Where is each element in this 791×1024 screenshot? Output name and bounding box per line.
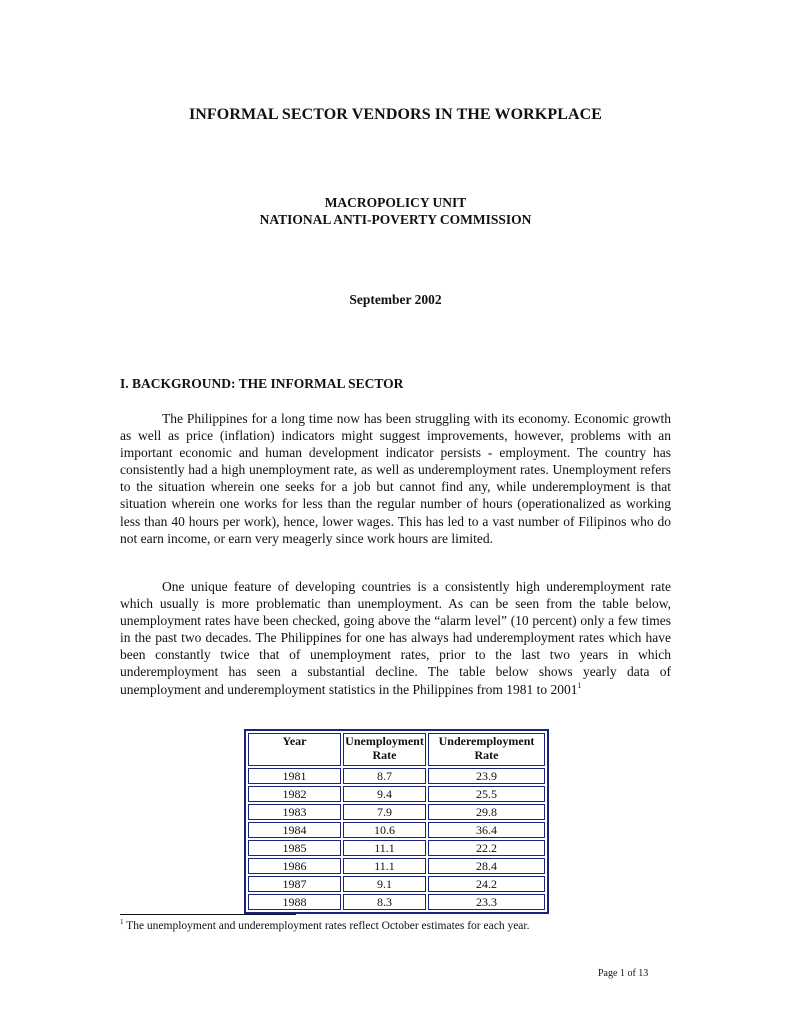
paragraph-2-text: One unique feature of developing countries is a consistently high underemployment rate which usually is more problematic than unemployment. As can be seen from the table below, unemployment rates have been checked, going above the “alarm level” (10 percent) only a few times in the past two decades. The Philippines for one has always had underemployment rates which have been constantly twice that of unemployment rates, prior to the last two years in which underemployment has seen a substantial decline. The table below shows yearly data of unemployment and underemployment statistics in the Philippines from 1981 to 2001 xyxy=(120,579,671,697)
footnote-reference[interactable]: 1 xyxy=(577,680,582,690)
table-row xyxy=(248,876,545,892)
cell-year: 1987 xyxy=(248,876,341,892)
header-unemployment-rate: Unemployment Rate xyxy=(343,733,426,766)
commission-name: NATIONAL ANTI-POVERTY COMMISSION xyxy=(259,212,532,227)
paragraph-1: The Philippines for a long time now has been struggling with its economy. Economic growth as well as price (inflation) indicators might suggest improvements, however, problems with an important economic and human development indicator persists - employment. The country has consistently had a high unemployment rate, as well as underemployment rates. Unemployment refers to the situation wherein one seeks for a job but cannot find any, while underemployment is that situation wherein one works for less than the regular number of hours (operationalized as working less than 40 hours per work), hence, lower wages. This has led to a vast number of Filipinos who do not earn income, or earn very meagerly since work hours are limited. xyxy=(120,411,671,546)
table-row xyxy=(248,768,545,784)
footnote-mark: 1 xyxy=(120,918,124,926)
cell-underemployment-rate: 22.2 xyxy=(428,840,545,856)
footnote-divider xyxy=(120,914,296,915)
paragraph-2 xyxy=(120,578,671,698)
section-heading: I. BACKGROUND: THE INFORMAL SECTOR xyxy=(120,376,404,391)
cell-unemployment-rate: 10.6 xyxy=(343,822,426,838)
cell-underemployment-rate: 36.4 xyxy=(428,822,545,838)
table-body xyxy=(248,768,545,910)
table-row xyxy=(248,786,545,802)
header-underemployment-rate: Underemployment Rate xyxy=(428,733,545,766)
table-header-row xyxy=(248,733,545,766)
table-row xyxy=(248,894,545,910)
cell-unemployment-rate: 9.1 xyxy=(343,876,426,892)
cell-unemployment-rate: 11.1 xyxy=(343,858,426,874)
page-number: Page 1 of 13 xyxy=(598,968,649,979)
cell-year: 1988 xyxy=(248,894,341,910)
cell-underemployment-rate: 24.2 xyxy=(428,876,545,892)
cell-year: 1985 xyxy=(248,840,341,856)
table-row xyxy=(248,840,545,856)
document-title: INFORMAL SECTOR VENDORS IN THE WORKPLACE xyxy=(188,106,603,123)
cell-year: 1983 xyxy=(248,804,341,820)
unit-name: MACROPOLICY UNIT xyxy=(324,195,467,210)
organization-block xyxy=(0,194,791,228)
table-row xyxy=(248,822,545,838)
cell-year: 1984 xyxy=(248,822,341,838)
header-year: Year xyxy=(248,733,341,766)
cell-unemployment-rate: 8.3 xyxy=(343,894,426,910)
cell-underemployment-rate: 28.4 xyxy=(428,858,545,874)
cell-year: 1986 xyxy=(248,858,341,874)
cell-year: 1982 xyxy=(248,786,341,802)
document-date: September 2002 xyxy=(349,292,442,307)
footnote xyxy=(120,920,529,932)
employment-statistics-table xyxy=(244,729,549,914)
cell-underemployment-rate: 25.5 xyxy=(428,786,545,802)
table-row xyxy=(248,804,545,820)
cell-unemployment-rate: 11.1 xyxy=(343,840,426,856)
cell-unemployment-rate: 8.7 xyxy=(343,768,426,784)
cell-underemployment-rate: 23.3 xyxy=(428,894,545,910)
cell-year: 1981 xyxy=(248,768,341,784)
cell-unemployment-rate: 7.9 xyxy=(343,804,426,820)
cell-underemployment-rate: 23.9 xyxy=(428,768,545,784)
table-row xyxy=(248,858,545,874)
footnote-text: The unemployment and underemployment rates reflect October estimates for each year. xyxy=(126,920,530,932)
cell-underemployment-rate: 29.8 xyxy=(428,804,545,820)
cell-unemployment-rate: 9.4 xyxy=(343,786,426,802)
